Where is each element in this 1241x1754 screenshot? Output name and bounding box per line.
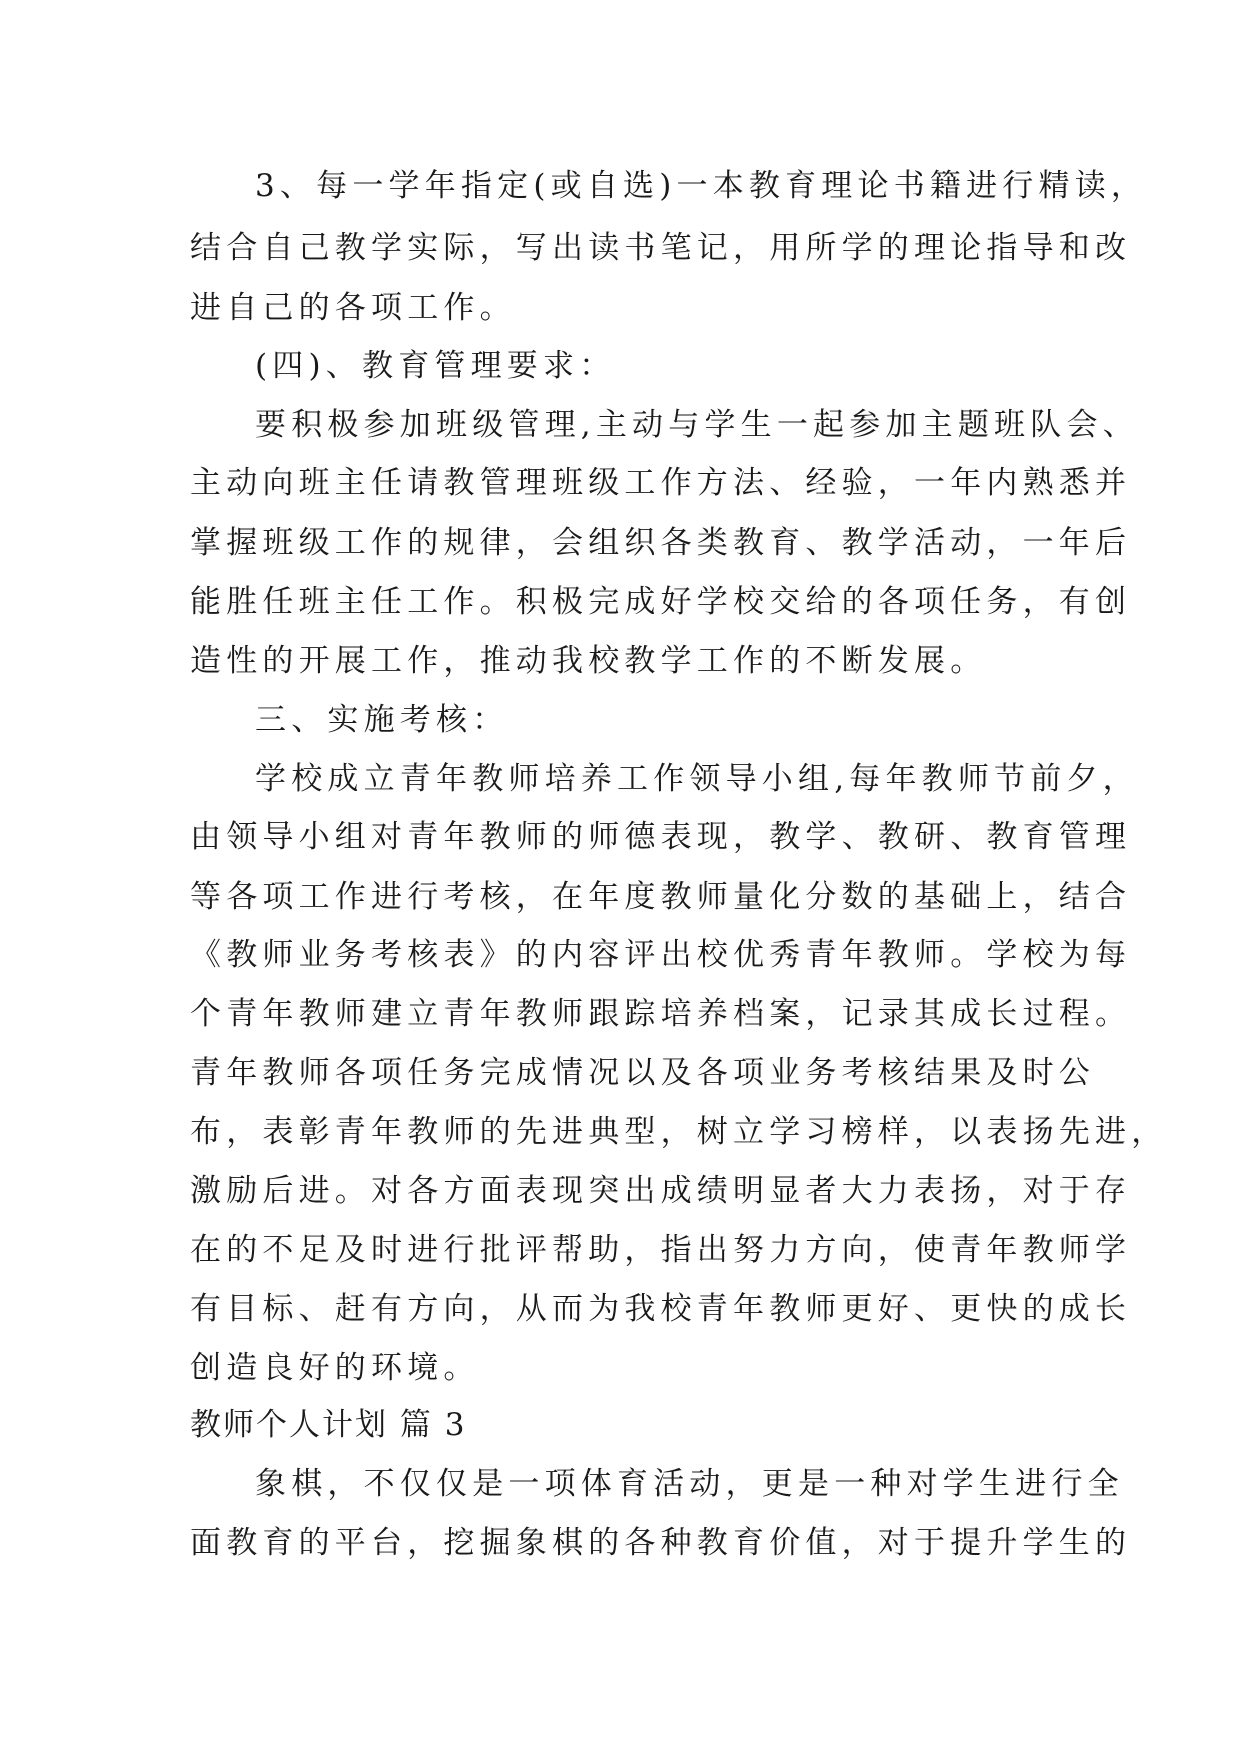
paragraph-line: 布，表彰青年教师的先进典型，树立学习榜样，以表扬先进，: [190, 1114, 1168, 1150]
paragraph-line: 要积极参加班级管理,主动与学生一起参加主题班队会、: [255, 407, 1139, 443]
article-title: 教师个人计划 篇 3: [190, 1407, 467, 1443]
section-heading: 三、实施考核：: [255, 702, 509, 738]
paragraph-line: 结合自己教学实际，写出读书笔记，用所学的理论指导和改: [190, 230, 1132, 266]
section-heading: (四)、教育管理要求：: [255, 348, 616, 384]
paragraph-line: 学校成立青年教师培养工作领导小组,每年教师节前夕，: [255, 761, 1139, 797]
paragraph-line: 能胜任班主任工作。积极完成好学校交给的各项任务，有创: [190, 584, 1132, 620]
paragraph-line: 象棋，不仅仅是一项体育活动，更是一种对学生进行全: [255, 1466, 1124, 1502]
paragraph-line: 造性的开展工作，推动我校教学工作的不断发展。: [190, 643, 987, 679]
paragraph-line: 创造良好的环境。: [190, 1350, 480, 1386]
paragraph-line: 《教师业务考核表》的内容评出校优秀青年教师。学校为每: [190, 937, 1132, 973]
paragraph-line: 主动向班主任请教管理班级工作方法、经验，一年内熟悉并: [190, 465, 1132, 501]
paragraph-line: 由领导小组对青年教师的师德表现，教学、教研、教育管理: [190, 819, 1132, 855]
paragraph-line: 进自己的各项工作。: [190, 290, 516, 326]
paragraph-line: 激励后进。对各方面表现突出成绩明显者大力表扬，对于存: [190, 1173, 1132, 1209]
paragraph-line: 掌握班级工作的规律，会组织各类教育、教学活动，一年后: [190, 525, 1132, 561]
paragraph-line: 面教育的平台，挖掘象棋的各种教育价值，对于提升学生的: [190, 1525, 1132, 1561]
paragraph-line: 3、每一学年指定(或自选)一本教育理论书籍进行精读，: [255, 168, 1148, 204]
paragraph-line: 等各项工作进行考核，在年度教师量化分数的基础上，结合: [190, 879, 1132, 915]
paragraph-line: 青年教师各项任务完成情况以及各项业务考核结果及时公: [190, 1055, 1095, 1091]
paragraph-line: 在的不足及时进行批评帮助，指出努力方向，使青年教师学: [190, 1232, 1132, 1268]
paragraph-line: 个青年教师建立青年教师跟踪培养档案，记录其成长过程。: [190, 996, 1132, 1032]
paragraph-line: 有目标、赶有方向，从而为我校青年教师更好、更快的成长: [190, 1291, 1132, 1327]
